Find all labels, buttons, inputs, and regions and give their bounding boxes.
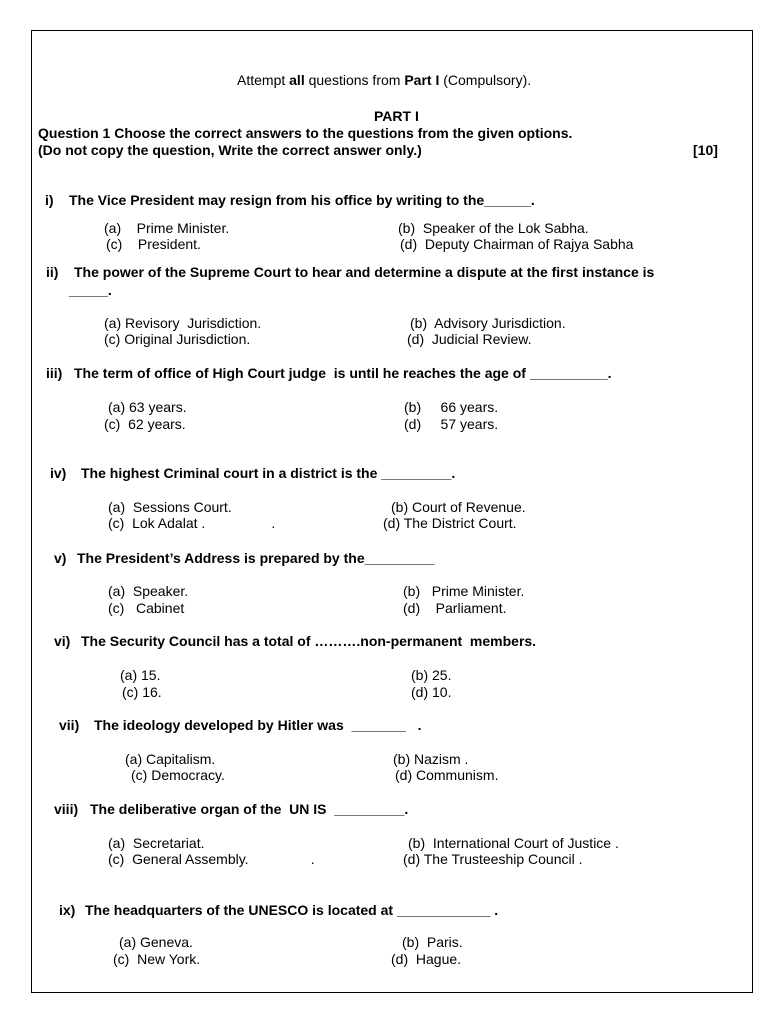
question-number: ii) — [46, 264, 59, 280]
option-d: (d) 57 years. — [404, 416, 499, 432]
intro-all: all — [289, 72, 305, 88]
intro-text-mid: questions from — [304, 72, 405, 88]
question-text: The power of the Supreme Court to hear and determine a dispute at the first instance is — [74, 264, 655, 280]
instruction-line-2: (Do not copy the question, Write the correct answer only.) — [38, 142, 422, 158]
option-d: (d) Communism. — [395, 767, 499, 783]
option-b: (b) Advisory Jurisdiction. — [410, 315, 566, 331]
option-a: (a) Geneva. — [119, 934, 193, 950]
option-b: (b) Nazism . — [393, 751, 469, 767]
option-d: (d) 10. — [411, 684, 452, 700]
option-d: (d) Deputy Chairman of Rajya Sabha — [400, 236, 634, 252]
option-c: (c) Original Jurisdiction. — [104, 331, 251, 347]
option-b: (b) 25. — [411, 667, 452, 683]
option-d: (d) The District Court. — [383, 515, 517, 531]
question-text: The headquarters of the UNESCO is located at ____________ . — [85, 902, 499, 918]
question-number: iv) — [50, 465, 67, 481]
question-text-continued: _____. — [69, 282, 112, 298]
question-text: The ideology developed by Hitler was _______ . — [94, 717, 422, 733]
option-b: (b) Speaker of the Lok Sabha. — [398, 220, 589, 236]
option-c: (c) 62 years. — [104, 416, 186, 432]
option-d: (d) Hague. — [391, 951, 462, 967]
option-b: (b) Court of Revenue. — [391, 499, 526, 515]
option-a: (a) 15. — [120, 667, 161, 683]
option-a: (a) Prime Minister. — [104, 220, 230, 236]
intro-text: Attempt — [237, 72, 290, 88]
question-text: The Vice President may resign from his office by writing to the______. — [69, 192, 535, 208]
option-a: (a) Speaker. — [108, 583, 189, 599]
option-b: (b) International Court of Justice . — [408, 835, 619, 851]
question-text: The highest Criminal court in a district is the _________. — [81, 465, 456, 481]
option-c: (c) New York. — [113, 951, 201, 967]
question-number: v) — [54, 550, 67, 566]
question-text: The President’s Address is prepared by the_________ — [77, 550, 435, 566]
option-b: (b) 66 years. — [404, 399, 499, 415]
question-text: The deliberative organ of the UN IS _________. — [90, 801, 409, 817]
question-number: viii) — [54, 801, 79, 817]
option-c: (c) President. — [106, 236, 201, 252]
part-title: PART I — [374, 108, 419, 124]
option-a: (a) Secretariat. — [108, 835, 205, 851]
intro-line — [237, 73, 531, 87]
option-c: (c) Cabinet — [108, 600, 185, 616]
question-text: The Security Council has a total of ……….non-permanent members. — [81, 633, 537, 649]
question-number: ix) — [59, 902, 76, 918]
question-text: The term of office of High Court judge is until he reaches the age of __________. — [74, 365, 612, 381]
question-number: i) — [45, 192, 54, 208]
option-d: (d) Judicial Review. — [407, 331, 532, 347]
option-a: (a) 63 years. — [108, 399, 187, 415]
question-number: vi) — [54, 633, 71, 649]
option-b: (b) Paris. — [402, 934, 463, 950]
marks: [10] — [693, 142, 718, 158]
option-d: (d) The Trusteeship Council . — [403, 851, 583, 867]
option-b: (b) Prime Minister. — [403, 583, 525, 599]
instruction-line-1: Question 1 Choose the correct answers to the questions from the given options. — [38, 125, 573, 141]
option-a: (a) Capitalism. — [125, 751, 216, 767]
option-a: (a) Revisory Jurisdiction. — [104, 315, 262, 331]
question-number: vii) — [59, 717, 80, 733]
intro-text-post: (Compulsory). — [439, 72, 532, 88]
option-a: (a) Sessions Court. — [108, 499, 232, 515]
option-c: (c) 16. — [122, 684, 162, 700]
option-c: (c) Lok Adalat . . — [108, 515, 276, 531]
option-d: (d) Parliament. — [403, 600, 507, 616]
option-c: (c) Democracy. — [131, 767, 225, 783]
intro-part: Part I — [404, 72, 440, 88]
question-number: iii) — [46, 365, 63, 381]
option-c: (c) General Assembly. . — [108, 851, 315, 867]
